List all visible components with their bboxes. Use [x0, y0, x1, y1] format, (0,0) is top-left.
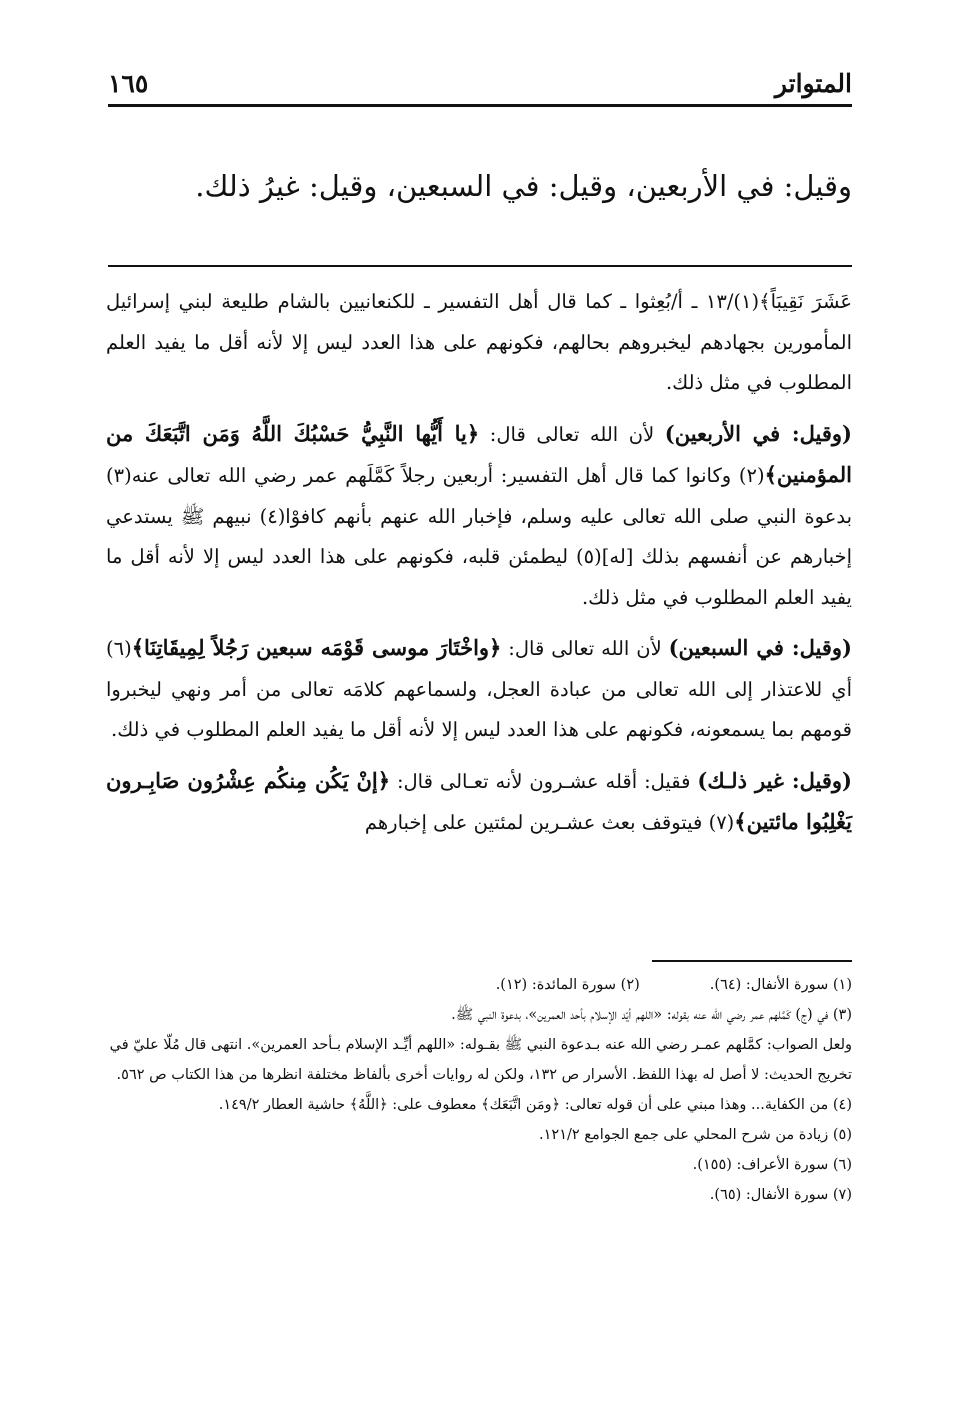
lemma: (وقيل: غير ذلـك)	[697, 767, 852, 793]
commentary	[106, 282, 852, 854]
running-header	[108, 58, 852, 107]
quran-quote: ﴿يا أَيُّها النَّبِيُّ حَسْبُكَ اللَّهُ وَمَن اتَّبَعَكَ من المؤمنين﴾	[106, 420, 852, 487]
divider	[108, 265, 852, 267]
lemma: (وقيل: في السبعين)	[668, 635, 852, 660]
footnote-4: (٤) من الكفاية... وهذا مبني على أن قوله تعالى: ﴿ومَن اتَّبَعَك﴾ معطوف على: ﴿اللَّهُ﴾ حاشية العطار ١٤٩/٢.	[218, 1097, 852, 1113]
page-number: ١٦٥	[108, 69, 149, 98]
paragraph-text: لأن الله تعالى قال:	[479, 422, 665, 446]
quran-quote: ﴿واخْتَارَ موسى قَوْمَه سبعين رَجُلاً لِمِيقَاتِنَا﴾	[131, 635, 502, 660]
footnote-2: (٢) سورة المائدة: (١٢).	[495, 977, 640, 993]
footnote-3: (٣) في (ج) كَمَّلهم عمر رضي الله عنه بقوله: «اللهم أيّد الإسلام بأحد العمرين»، بدعوة النبي ﷺ.	[451, 1007, 852, 1023]
footnotes	[106, 970, 852, 1210]
commentary-paragraph-4	[106, 761, 852, 844]
paragraph-text: (٧) فيتوقف بعث عشـرين لمئتين على إخبارهم	[364, 811, 735, 834]
paragraph-text: فقيل: أقله عشـرون لأنه تعـالى قال:	[390, 769, 698, 793]
chapter-title: المتواتر	[774, 69, 852, 98]
paragraph-text: لأن الله تعالى قال:	[501, 637, 669, 660]
footnote-row	[106, 970, 852, 1000]
quran-quote: ﴿إنْ يَكُن مِنكُم عِشْرُون صَابِـرون يَغْلِبُوا مائتين﴾	[106, 767, 852, 834]
lemma: (وقيل: في الأربعين)	[664, 420, 852, 446]
main-text: وقيل: في الأربعين، وقيل: في السبعين، وقيل: غيرُ ذلك.	[195, 169, 852, 203]
paragraph-text: (٦) أي للاعتذار إلى الله تعالى من عبادة العجل، ولسماعهم كلامَه تعالى من أمر ونهي ليخبروا قومهم بما يسمعونه، فكونهم على هذا العدد ليس إلا لأنه أقل ما يفيد العلم المطلوب في ذلك.	[106, 637, 852, 741]
footnote-5: (٥) زيادة من شرح المحلي على جمع الجوامع ١٢١/٢.	[539, 1127, 852, 1143]
commentary-paragraph-3	[106, 628, 852, 751]
commentary-paragraph-1: عَشَرَ نَقِيبَاً﴾(١)/١٣ ـ أ/بُعِثوا ـ كما قال أهل التفسير ـ للكنعانيين بالشام طليعة لبني إسرائيل المأمورين بجهادهم ليخبروهم بحالهم، فكونهم على هذا العدد ليس إلا لأنه أقل ما يفيد العلم المطلوب في مثل ذلك.	[106, 290, 852, 394]
commentary-paragraph-2	[106, 414, 852, 619]
footnote-divider	[652, 960, 852, 962]
paragraph-text: (٢) وكانوا كما قال أهل التفسير: أربعين رجلاً كَمَّلَهم عمر رضي الله تعالى عنه(٣) بدعوة النبي صلى الله تعالى عليه وسلم، فإخبار الله عنهم بأنهم كافوْا(٤) نبيهم ﷺ يستدعي إخبارهم عن أنفسهم بذلك [له](٥) ليطمئن قلبه، فكونهم على هذا العدد ليس إلا لأنه أقل ما يفيد العلم المطلوب في مثل ذلك.	[106, 464, 853, 609]
footnote-6: (٦) سورة الأعراف: (١٥٥).	[692, 1157, 852, 1173]
footnote-7: (٧) سورة الأنفال: (٦٥).	[709, 1187, 852, 1203]
footnote-1: (١) سورة الأنفال: (٦٤).	[709, 977, 852, 993]
footnote-3-continued: ولعل الصواب: كمَّلهم عمـر رضي الله عنه بـدعوة النبي ﷺ بقـوله: «اللهم أيِّـد الإسلام بـأحد العمرين». انتهى قال مُلّا عليّ في تخريج الحديث: لا أصل له بهذا اللفظ. الأسرار ص ١٣٢، ولكن له روايات أخرى بألفاظ مختلفة انظرها من هذا الكتاب ص ٥٦٢.	[109, 1037, 852, 1083]
